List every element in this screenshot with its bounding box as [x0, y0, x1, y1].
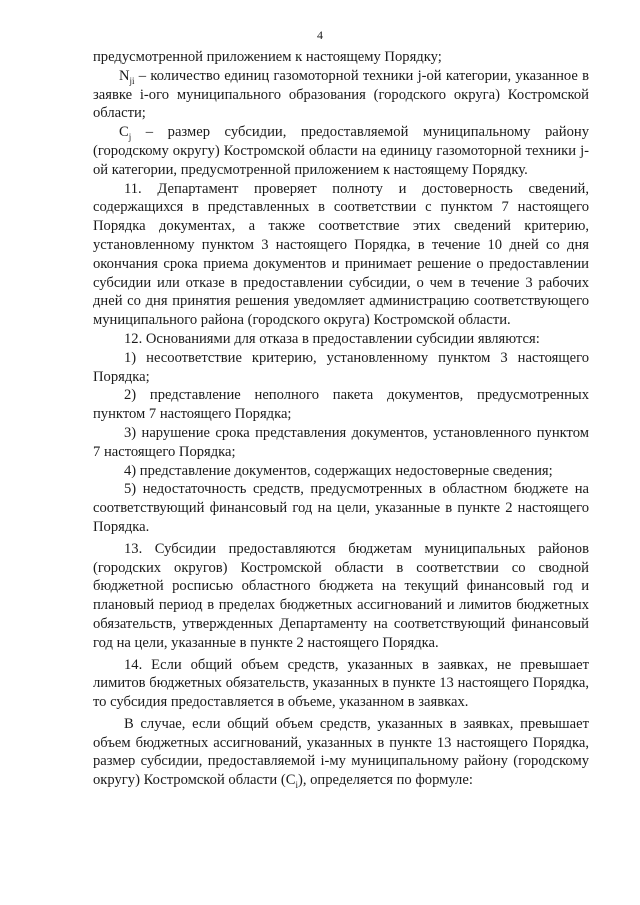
paragraph-text: В случае, если общий объем средств, указанных в заявках, превышает объем бюджетных ассигнований, указанных в пункте 13 настоящего Порядка, размер субсидии, предоставляемой i-му муниципальному району (городскому округу) Костромской области (C: [93, 715, 589, 789]
paragraph-c-j-definition: [93, 123, 589, 179]
list-item-2: 2) представление неполного пакета документов, предусмотренных пунктом 7 настоящего Порядка;: [93, 387, 589, 423]
paragraph-item-11: 11. Департамент проверяет полноту и достоверность сведений, содержащихся в представленных в соответствии с пунктом 7 настоящего Порядка документах, а также соответствие этих сведений критерию, установленному пунктом 3 настоящего Порядка, в течение 10 дней со дня окончания срока приема документов и принимает решение о предоставлении субсидии или отказе в предоставлении субсидии, о чем в течение 3 рабочих дней со дня принятия решения уведомляет администрацию соответствующего муниципального района (городского округа) Костромской области.: [93, 180, 589, 329]
paragraph-item-14: 14. Если общий объем средств, указанных в заявках, не превышает лимитов бюджетных обязательств, указанных в пункте 13 настоящего Порядка, то субсидия предоставляется в объеме, указанном в заявках.: [93, 656, 589, 711]
variable-subscript: i: [295, 780, 298, 791]
definition-text: – размер субсидии, предоставляемой муниципальному району (городскому округу) Костромской области на единицу газомоторной техники j-ой категории, предусмотренной приложением к настоящему Порядку.: [93, 124, 589, 178]
paragraph-continuation: предусмотренной приложением к настоящему Порядку;: [93, 49, 442, 65]
list-item-3: 3) нарушение срока представления документов, установленного пунктом 7 настоящего Порядка;: [93, 424, 589, 460]
list-item-4: 4) представление документов, содержащих недостоверные сведения;: [124, 462, 553, 479]
page-number: 4: [317, 28, 323, 42]
variable-subscript: j: [128, 132, 132, 143]
variable-subscript: ji: [129, 75, 135, 86]
document-body: [93, 48, 589, 790]
paragraph-n-ji-definition: [93, 67, 589, 123]
list-item-5: 5) недостаточность средств, предусмотренных в областном бюджете на соответствующий финансовый год на цели, указанные в пункте 2 настоящего Порядка.: [93, 481, 589, 535]
paragraph-formula-intro: [93, 715, 589, 790]
paragraph-item-12: 12. Основаниями для отказа в предоставлении субсидии являются:: [124, 330, 540, 347]
definition-text: – количество единиц газомоторной техники j-ой категории, указанное в заявке i-ого муниципального образования (городского округа) Костромской области;: [93, 67, 589, 122]
paragraph-item-13: 13. Субсидии предоставляются бюджетам муниципальных районов (городских округов) Костромской области в соответствии со сводной бюджетной росписью областного бюджета на текущий финансовый год и плановый период в пределах бюджетных ассигнований и лимитов бюджетных обязательств, утвержденных Департаменту на соответствующий финансовый год на цели, указанные в пункте 2 настоящего Порядка.: [93, 540, 589, 651]
paragraph-text-end: ), определяется по формуле:: [297, 772, 473, 789]
variable-symbol: N: [119, 67, 130, 84]
variable-symbol: C: [119, 124, 129, 141]
list-item-1: 1) несоответствие критерию, установленному пунктом 3 настоящего Порядка;: [93, 349, 589, 385]
